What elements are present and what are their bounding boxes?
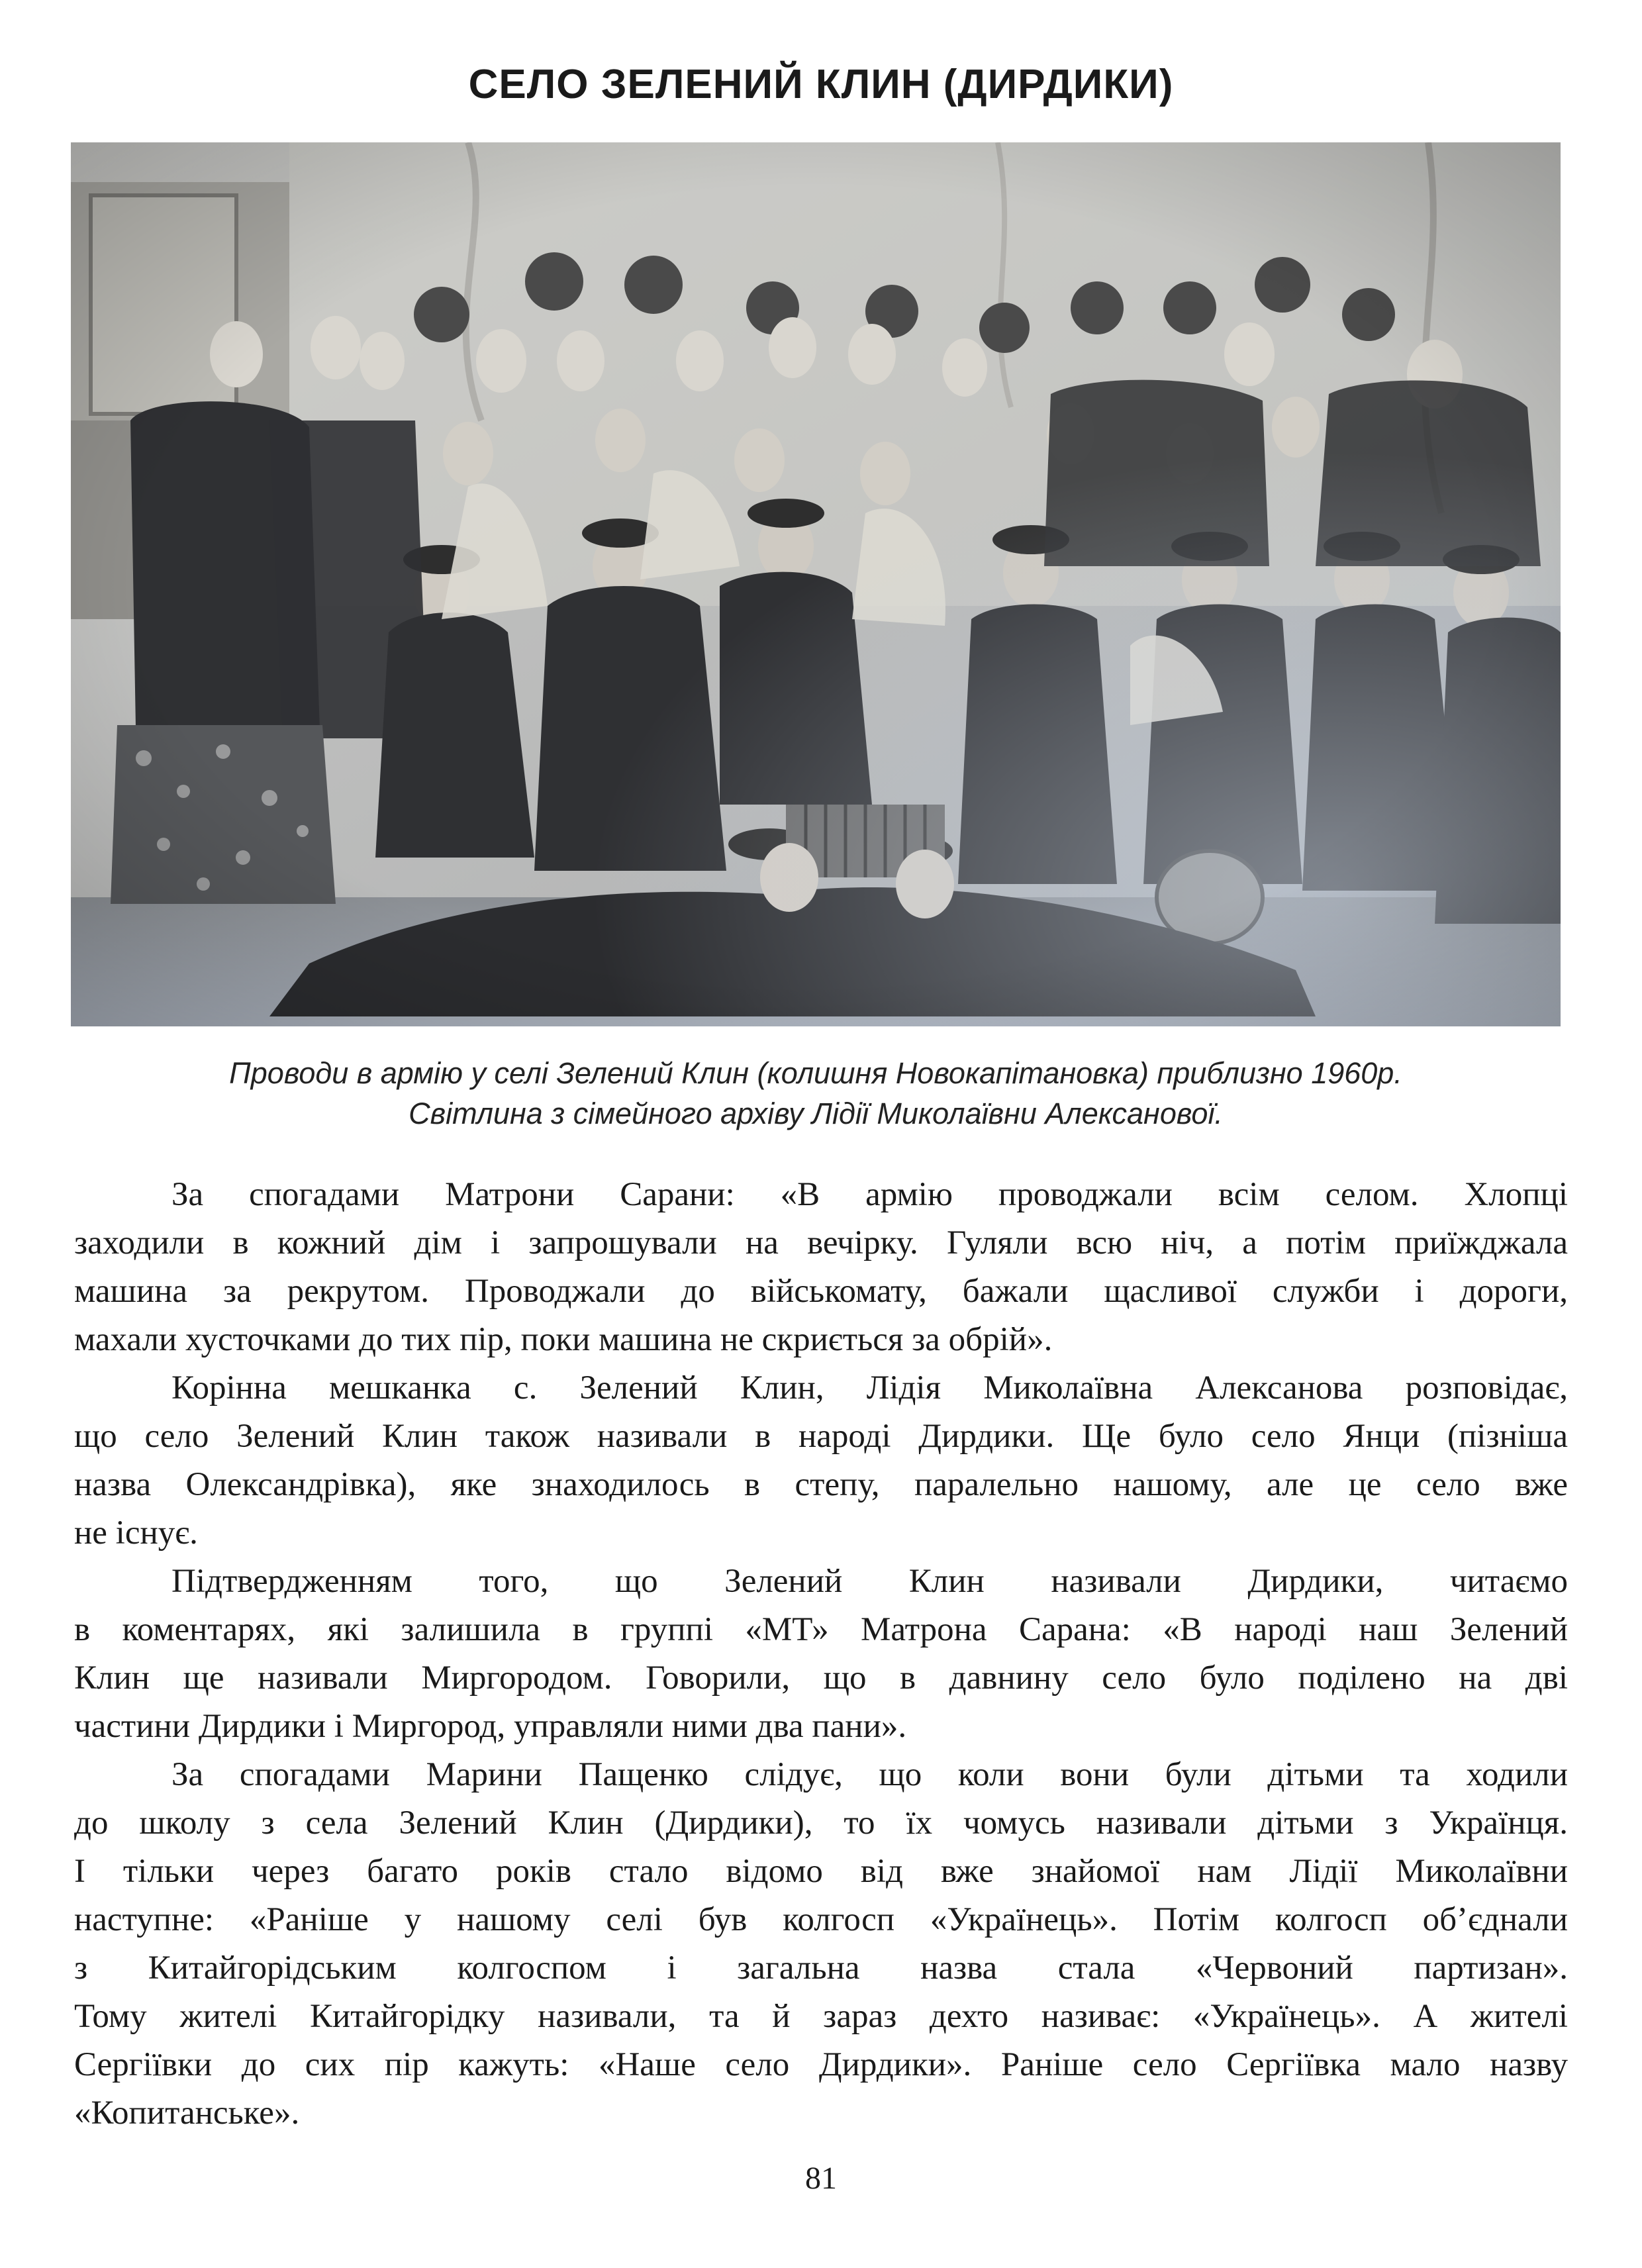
paragraph-4 — [74, 1751, 1568, 2138]
text-line: до школу з села Зелений Клин (Дирдики), то їх чомусь називали дітьми з Українця. — [74, 1804, 1568, 1842]
paragraph-2 — [74, 1364, 1568, 1557]
text-line: наступне: «Раніше у нашому селі був колгосп «Українець». Потім колгосп об’єднали — [74, 1901, 1568, 1938]
text-line: Клин ще називали Миргородом. Говорили, що в давнину село було поділено на дві — [74, 1659, 1568, 1697]
text-line: з Китайгорідським колгоспом і загальна назва стала «Червоний партизан». — [74, 1949, 1568, 1987]
photo-image — [71, 142, 1561, 1026]
text-line: махали хусточками до тих пір, поки машина не скриється за обрій». — [74, 1321, 1053, 1358]
text-line: що село Зелений Клин також називали в народі Дирдики. Ще було село Янци (пізніша — [74, 1418, 1568, 1455]
text-line: За спогадами Матрони Сарани: «В армію проводжали всім селом. Хлопці — [171, 1176, 1568, 1213]
text-line: За спогадами Марини Пащенко слідує, що коли вони були дітьми та ходили — [171, 1756, 1568, 1793]
text-line: Підтвердженням того, що Зелений Клин називали Дирдики, читаємо — [171, 1563, 1568, 1600]
text-line: назва Олександрівка), яке знаходилось в степу, паралельно нашому, але це село вже — [74, 1466, 1568, 1503]
group-photo — [71, 142, 1561, 1026]
text-line: «Копитанське». — [74, 2095, 300, 2132]
photo-caption-line-2: Світлина з сімейного архіву Лідії Миколаївни Алексанової. — [409, 1097, 1223, 1130]
article-body — [74, 1171, 1568, 2138]
text-line: Тому жителі Китайгорідку називали, та й зараз дехто називає: «Українець». А жителі — [74, 1998, 1568, 2035]
paragraph-1 — [74, 1171, 1568, 1364]
text-line: І тільки через багато років стало відомо від вже знайомої нам Лідії Миколаївни — [74, 1853, 1568, 1890]
page-number: 81 — [805, 2161, 837, 2196]
text-line: машина за рекрутом. Проводжали до військомату, бажали щасливої служби і дороги, — [74, 1273, 1568, 1310]
text-line: частини Дирдики і Миргород, управляли ними два пани». — [74, 1708, 907, 1745]
paragraph-3 — [74, 1557, 1568, 1751]
text-line: Корінна мешканка с. Зелений Клин, Лідія Миколаївна Алексанова розповідає, — [171, 1369, 1568, 1406]
page-title: СЕЛО ЗЕЛЕНИЙ КЛИН (ДИРДИКИ) — [468, 62, 1174, 107]
text-line: в коментарях, які залишила в группі «МТ» Матрона Сарана: «В народі наш Зелений — [74, 1611, 1568, 1648]
text-line: Сергіївки до сих пір кажуть: «Наше село Дирдики». Раніше село Сергіївка мало назву — [74, 2046, 1568, 2083]
photo-caption-line-1: Проводи в армію у селі Зелений Клин (колишня Новокапітановка) приблизно 1960р. — [229, 1056, 1402, 1090]
text-line: заходили в кожний дім і запрошували на вечірку. Гуляли всю ніч, а потім приїжджала — [74, 1224, 1568, 1261]
text-line: не існує. — [74, 1514, 198, 1552]
